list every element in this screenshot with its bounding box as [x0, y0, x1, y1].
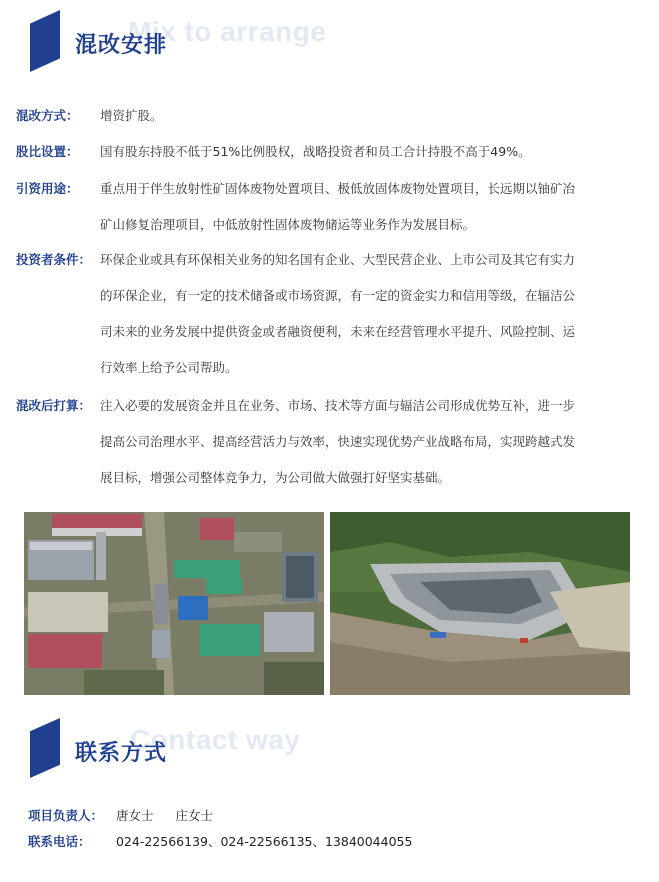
photo-strip — [24, 512, 630, 695]
contact-person-row — [28, 806, 213, 826]
contact-phone-numbers: 024-22566139、024-22566135、13840044055 — [115, 834, 413, 849]
section-watermark: Mix to arrange — [128, 16, 327, 47]
contact-phone-row — [28, 832, 412, 852]
section-header-contact — [0, 716, 659, 786]
item-label: 混改方式： — [16, 108, 79, 123]
contact-phone-label: 联系电话： — [28, 834, 91, 849]
item-line: 国有股东持股不低于51%比例股权，战略投资者和员工合计持股不高于49%。 — [100, 144, 531, 159]
item-line: 提高公司治理水平、提高经营活力与效率，快速实现优势产业战略布局，实现跨越式发 — [100, 434, 576, 449]
item-line: 增资扩股。 — [100, 108, 163, 123]
section-header-mix — [0, 8, 659, 78]
item-line: 行效率上给予公司帮助。 — [100, 360, 238, 375]
section-title: 联系方式 — [75, 741, 168, 766]
contact-person-2: 庄女士 — [175, 808, 213, 823]
item-line: 展目标，增强公司整体竞争力，为公司做大做强打好坚实基础。 — [100, 470, 451, 485]
item-line: 的环保企业，有一定的技术储备或市场资源，有一定的资金实力和信用等级，在辐洁公 — [100, 288, 576, 303]
landfill-site-photo — [330, 512, 630, 695]
item-text — [100, 140, 636, 176]
item-label: 混改后打算： — [16, 398, 92, 413]
item-label: 投资者条件： — [16, 252, 92, 267]
item-text — [100, 394, 636, 502]
item-label: 引资用途： — [16, 181, 79, 196]
item-line: 注入必要的发展资金并且在业务、市场、技术等方面与辐洁公司形成优势互补，进一步 — [100, 398, 576, 413]
item-text — [100, 248, 636, 392]
aerial-photo-industrial-site — [24, 512, 324, 695]
contact-person-label: 项目负责人： — [28, 808, 104, 823]
contact-person-1: 唐女士 — [115, 808, 154, 823]
item-text — [100, 104, 636, 140]
section-watermark: Contact way — [130, 724, 301, 755]
accent-bar-icon — [30, 10, 60, 72]
item-line: 环保企业或具有环保相关业务的知名国有企业、大型民营企业、上市公司及其它有实力 — [100, 252, 576, 267]
section-title: 混改安排 — [75, 33, 168, 58]
accent-bar-icon — [30, 718, 60, 778]
item-line: 矿山修复治理项目，中低放射性固体废物储运等业务作为发展目标。 — [100, 217, 476, 232]
item-label: 股比设置： — [16, 144, 79, 159]
item-line: 司未来的业务发展中提供资金或者融资便利，未来在经营管理水平提升、风险控制、运 — [100, 324, 576, 339]
item-line: 重点用于伴生放射性矿固体废物处置项目、极低放固体废物处置项目，长远期以铀矿冶 — [100, 181, 576, 196]
item-text — [100, 177, 636, 249]
